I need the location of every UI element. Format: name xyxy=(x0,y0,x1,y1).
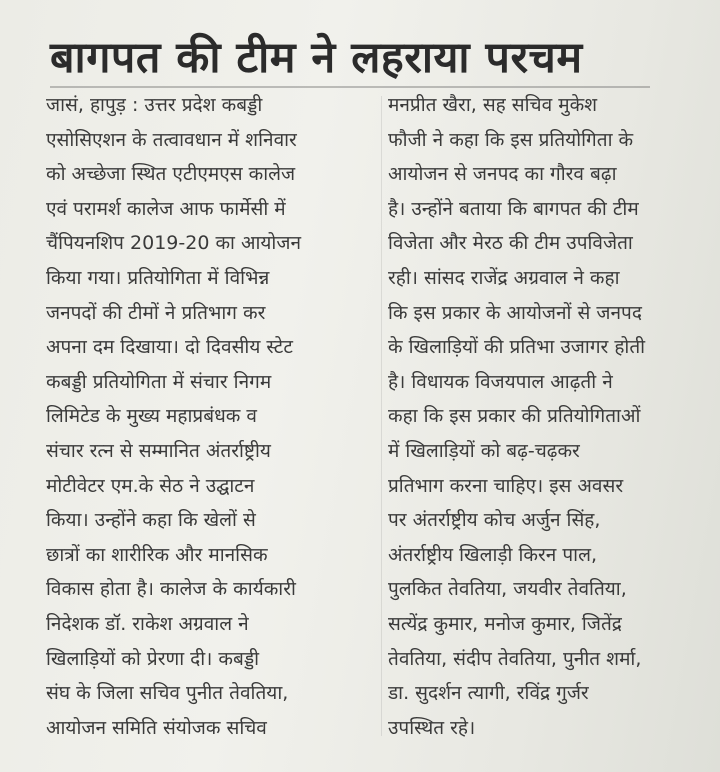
article-text-line: है। उन्होंने बताया कि बागपत की टीम xyxy=(388,197,639,220)
article-text-line: मनप्रीत खैरा, सह सचिव मुकेश xyxy=(388,94,598,116)
article-text-line: जनपदों की टीमों ने प्रतिभाग कर xyxy=(46,301,266,324)
article-text-line: पर अंतर्राष्ट्रीय कोच अर्जुन सिंह, xyxy=(388,509,601,532)
article-text-line: किया गया। प्रतियोगिता में विभिन्न xyxy=(46,266,270,289)
article-text-line: अपना दम दिखाया। दो दिवसीय स्टेट xyxy=(46,336,293,359)
article-text-line: डा. सुदर्शन त्यागी, रविंद्र गुर्जर xyxy=(388,682,589,705)
article-text-line: संचार रत्न से सम्मानित अंतर्राष्ट्रीय xyxy=(46,439,271,462)
article-text-line: खिलाड़ियों को प्रेरणा दी। कबड्डी xyxy=(46,647,260,670)
article-text-line: कि इस प्रकार के आयोजनों से जनपद xyxy=(388,301,642,324)
article-text-line: अंतर्राष्ट्रीय खिलाड़ी किरन पाल, xyxy=(388,543,598,566)
article-text-line: लिमिटेड के मुख्य महाप्रबंधक व xyxy=(46,405,257,428)
article-text-line: के खिलाड़ियों की प्रतिभा उजागर होती xyxy=(388,336,646,359)
article-text-line: एसोसिएशन के तत्वावधान में शनिवार xyxy=(46,128,297,151)
article-text-line: मोटीवेटर एम.के सेठ ने उद्घाटन xyxy=(46,474,255,497)
article-text-line: कबड्डी प्रतियोगिता में संचार निगम xyxy=(46,370,272,393)
article-text-line: चैंपियनशिप 2019-20 का आयोजन xyxy=(46,232,301,255)
article-text-line: विजेता और मेरठ की टीम उपविजेता xyxy=(388,232,633,255)
article-text-line: पुलकित तेवतिया, जयवीर तेवतिया, xyxy=(388,578,627,601)
article-text-line: फौजी ने कहा कि इस प्रतियोगिता के xyxy=(388,128,634,151)
article-text-line: किया। उन्होंने कहा कि खेलों से xyxy=(46,509,256,532)
article-text-line: विकास होता है। कालेज के कार्यकारी xyxy=(46,578,296,601)
article-text-line: है। विधायक विजयपाल आढ़ती ने xyxy=(388,370,613,393)
article-text-line: संघ के जिला सचिव पुनीत तेवतिया, xyxy=(46,682,289,705)
article-text-line: को अच्छेजा स्थित एटीएमएस कालेज xyxy=(46,163,296,186)
article-text-line: निदेशक डॉ. राकेश अग्रवाल ने xyxy=(46,612,249,635)
article-text-line: आयोजन से जनपद का गौरव बढ़ा xyxy=(388,163,617,186)
article-text-line: रही। सांसद राजेंद्र अग्रवाल ने कहा xyxy=(388,266,620,289)
article-text-line: में खिलाड़ियों को बढ़-चढ़कर xyxy=(388,439,580,462)
article-text-line: कहा कि इस प्रकार की प्रतियोगिताओं xyxy=(388,405,641,428)
column-divider xyxy=(381,96,382,736)
article-text-line: जासं, हापुड़ : उत्तर प्रदेश कबड्डी xyxy=(46,94,263,116)
article-text-line: सत्येंद्र कुमार, मनोज कुमार, जितेंद्र xyxy=(388,612,622,635)
article-column-right xyxy=(388,88,710,745)
article-headline: बागपत की टीम ने लहराया परचम xyxy=(50,33,583,83)
article-text-line: आयोजन समिति संयोजक सचिव xyxy=(46,716,267,739)
article-text-line: तेवतिया, संदीप तेवतिया, पुनीत शर्मा, xyxy=(388,647,642,670)
article-text-line: प्रतिभाग करना चाहिए। इस अवसर xyxy=(388,474,624,497)
article-text-line: एवं परामर्श कालेज आफ फार्मेसी में xyxy=(46,197,286,220)
article-text-line: उपस्थित रहे। xyxy=(388,716,476,739)
article-text-line: छात्रों का शारीरिक और मानसिक xyxy=(46,543,268,566)
article-column-left xyxy=(46,88,381,745)
